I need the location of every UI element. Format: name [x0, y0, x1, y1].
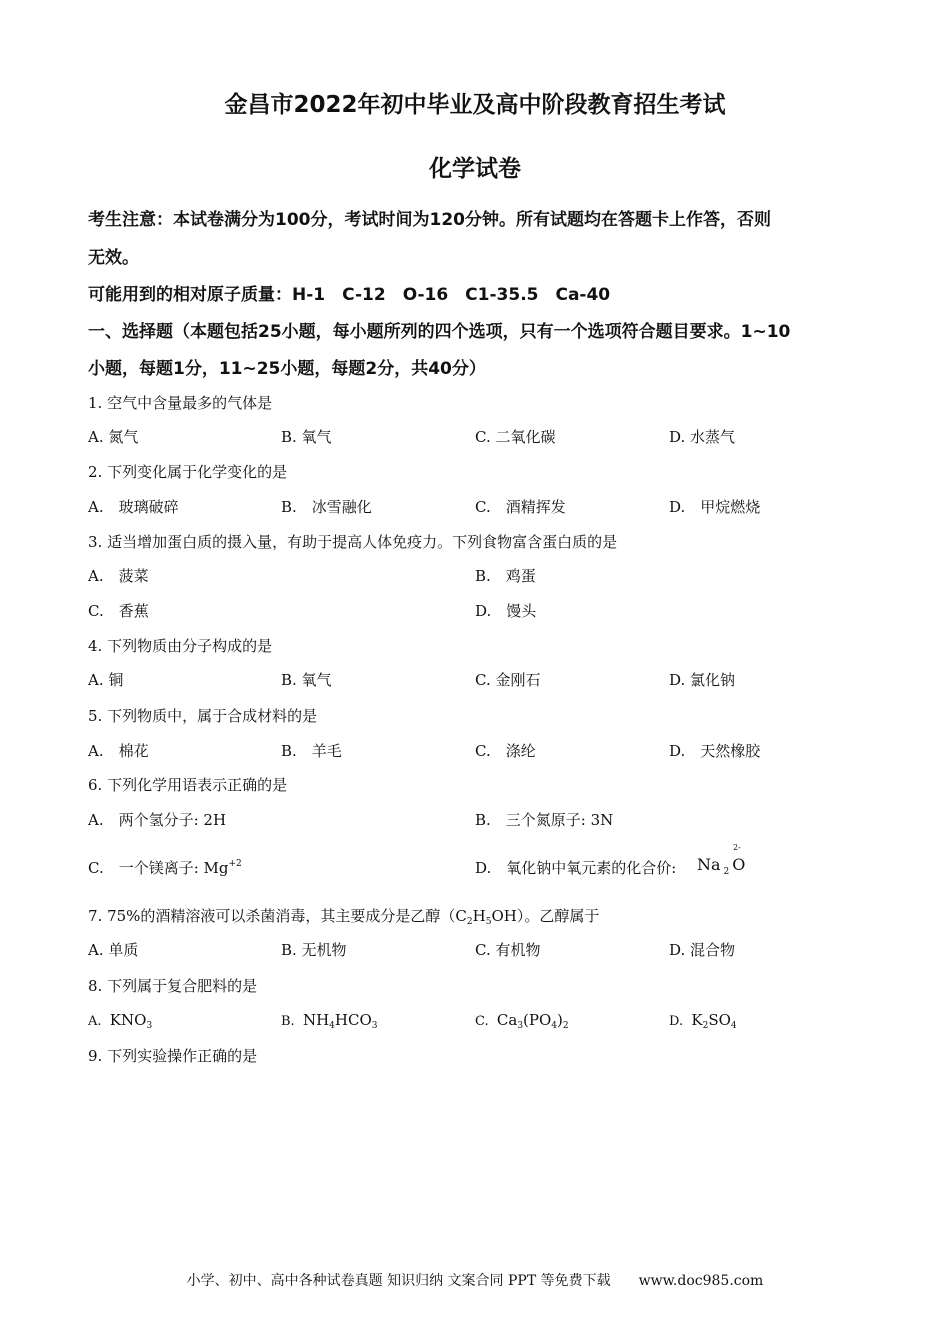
option-d: D. 甲烷燃烧 — [669, 498, 761, 516]
question-stem: 9. 下列实验操作正确的是 — [88, 1047, 258, 1065]
option-c: C. 涤纶 — [475, 742, 536, 760]
question-stem: 2. 下列变化属于化学变化的是 — [88, 463, 288, 481]
subscript: 4 — [551, 1021, 558, 1031]
option-letter: A. — [88, 1014, 102, 1029]
option-d: D. 天然橡胶 — [669, 742, 761, 760]
stem-part: H — [472, 907, 486, 925]
option-c: C. 有机物 — [475, 941, 541, 959]
subscript: 5 — [485, 917, 492, 927]
option-b: B. 氧气 — [281, 428, 332, 446]
option-c: C. 金刚石 — [475, 671, 541, 689]
formula: ) — [557, 1011, 563, 1029]
option-letter: B. — [281, 1014, 295, 1029]
subscript: 2 — [562, 1021, 569, 1031]
charge-superscript: +2 — [228, 859, 242, 869]
option-d — [669, 1011, 737, 1029]
formula: HCO — [334, 1011, 372, 1029]
page-title: 金昌市2022年初中毕业及高中阶段教育招生考试 — [224, 92, 726, 118]
option-c — [88, 857, 242, 878]
section-heading-line-1: 一、选择题（本题包括25小题，每小题所列的四个选项，只有一个选项符合题目要求。1~10 — [88, 322, 791, 342]
question-stem: 1. 空气中含量最多的气体是 — [88, 394, 273, 412]
question-stem: 6. 下列化学用语表示正确的是 — [88, 776, 288, 794]
formula: KNO — [109, 1011, 147, 1029]
option-a: A. 菠菜 — [88, 567, 149, 585]
option-b: B. 氧气 — [281, 671, 332, 689]
option-b: B. 三个氮原子: 3N — [475, 811, 614, 829]
option-b — [281, 1011, 378, 1029]
formula-na: Na — [697, 855, 721, 874]
formula-o: O — [732, 855, 746, 874]
formula: Ca — [496, 1011, 518, 1029]
subscript: 4 — [730, 1021, 737, 1031]
formula: SO — [708, 1011, 731, 1029]
formula: NH — [302, 1011, 330, 1029]
subscript: 4 — [329, 1021, 335, 1031]
option-c — [475, 1011, 569, 1029]
formula: (PO — [523, 1011, 552, 1029]
subscript: 2 — [466, 917, 473, 927]
option-c: C. 酒精挥发 — [475, 498, 566, 516]
option-b: B. 羊毛 — [281, 742, 342, 760]
option-c: C. 二氧化碳 — [475, 428, 556, 446]
option-c-text: C. 一个镁离子: Mg — [88, 859, 229, 877]
valence-mark: 2- — [733, 843, 741, 852]
option-a: A. 棉花 — [88, 742, 149, 760]
subscript: 2 — [702, 1021, 709, 1031]
question-stem: 3. 适当增加蛋白质的摄入量，有助于提高人体免疫力。下列食物富含蛋白质的是 — [88, 533, 618, 551]
option-a: A. 氮气 — [88, 428, 139, 446]
subscript: 3 — [517, 1021, 524, 1031]
option-d: D. 氯化钠 — [669, 671, 736, 689]
stem-part: 7. 75%的酒精溶液可以杀菌消毒，其主要成分是乙醇（C — [88, 907, 467, 925]
subscript: 3 — [146, 1021, 153, 1031]
option-letter: C. — [475, 1014, 489, 1029]
section-heading-line-2: 小题，每题1分，11~25小题，每题2分，共40分） — [88, 359, 486, 379]
option-c: C. 香蕉 — [88, 602, 149, 620]
option-b: B. 冰雪融化 — [281, 498, 372, 516]
notice-line-1: 考生注意：本试卷满分为100分，考试时间为120分钟。所有试题均在答题卡上作答，否则 — [88, 210, 771, 230]
option-d: D. 氧化钠中氧元素的化合价: — [475, 859, 677, 877]
option-a — [88, 1011, 152, 1029]
question-stem: 5. 下列物质中，属于合成材料的是 — [88, 707, 318, 725]
page-subtitle: 化学试卷 — [429, 156, 521, 182]
formula-subscript: 2 — [723, 867, 730, 877]
notice-line-2: 无效。 — [88, 248, 139, 268]
option-b: B. 鸡蛋 — [475, 567, 536, 585]
question-stem — [88, 905, 599, 926]
option-a: A. 两个氢分子: 2H — [88, 811, 227, 829]
question-stem: 8. 下列属于复合肥料的是 — [88, 977, 258, 995]
stem-part: OH）。乙醇属于 — [491, 907, 600, 925]
option-a: A. 铜 — [88, 671, 124, 689]
option-a: A. 玻璃破碎 — [88, 498, 179, 516]
page-footer: 小学、初中、高中各种试卷真题 知识归纳 文案合同 PPT 等免费下载 www.doc985.com — [186, 1273, 764, 1289]
option-d: D. 馒头 — [475, 602, 537, 620]
option-d: D. 水蒸气 — [669, 428, 736, 446]
question-stem: 4. 下列物质由分子构成的是 — [88, 637, 273, 655]
option-b: B. 无机物 — [281, 941, 347, 959]
atomic-mass-line: 可能用到的相对原子质量：H-1 C-12 O-16 C1-35.5 Ca-40 — [88, 285, 611, 305]
formula: K — [691, 1011, 703, 1029]
subscript: 3 — [371, 1021, 378, 1031]
option-d: D. 混合物 — [669, 941, 736, 959]
option-letter: D. — [669, 1014, 684, 1029]
sodium-oxide-formula — [697, 855, 746, 877]
option-a: A. 单质 — [88, 941, 139, 959]
